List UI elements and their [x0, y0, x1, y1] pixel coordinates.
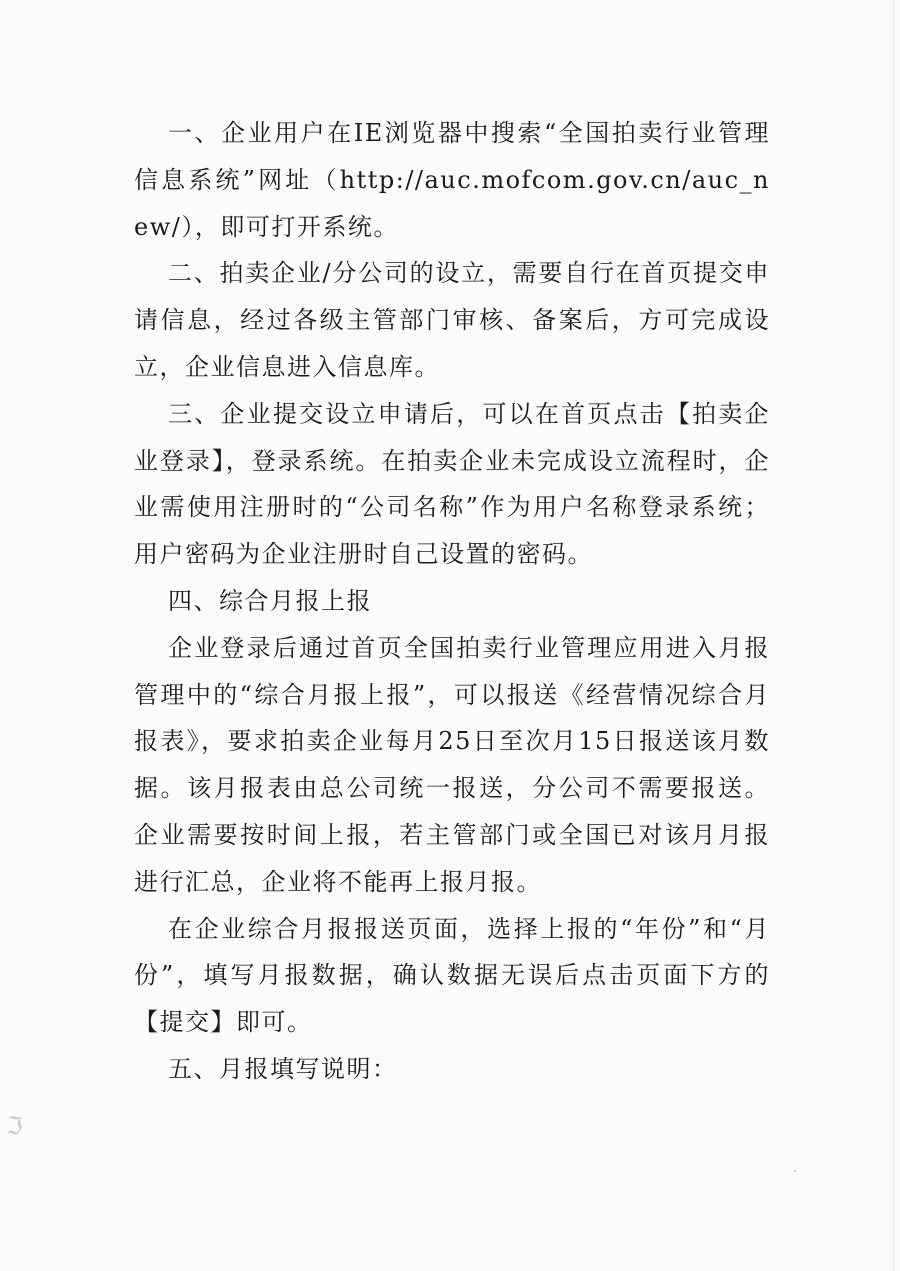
section-heading-monthly-report: 四、综合月报上报 [168, 586, 372, 615]
paragraph-1-ie-browser: 一、企业用户在IE浏览器中搜索“全国拍卖行业管理信息系统”网址（http://auc.mofcom.gov.cn/auc_new/），即可打开系统。 [134, 119, 770, 241]
scan-mark: ℑ [6, 1112, 23, 1140]
paragraph-2-enterprise-setup: 二、拍卖企业/分公司的设立，需要自行在首页提交申请信息，经过各级主管部门审核、备案后，方可完成设立，企业信息进入信息库。 [134, 259, 770, 381]
document-body [134, 110, 770, 1093]
page-edge [893, 0, 894, 1271]
paragraph-monthly-report-submission: 企业登录后通过首页全国拍卖行业管理应用进入月报管理中的“综合月报上报”，可以报送《经营情况综合月报表》，要求拍卖企业每月25日至次月15日报送该月数据。该月报表由总公司统一报送，分公司不需要报送。企业需要按时间上报，若主管部门或全国已对该月月报进行汇总，企业将不能再上报月报。 [134, 633, 770, 896]
section-heading-report-instructions: 五、月报填写说明： [168, 1054, 398, 1083]
scan-speck [794, 1170, 796, 1172]
paragraph-3-enterprise-login: 三、企业提交设立申请后，可以在首页点击【拍卖企业登录】，登录系统。在拍卖企业未完成设立流程时，企业需使用注册时的“公司名称”作为用户名称登录系统；用户密码为企业注册时自己设置的密码。 [134, 399, 770, 569]
paragraph-report-page-steps: 在企业综合月报报送页面，选择上报的“年份”和“月份”，填写月报数据，确认数据无误后点击页面下方的【提交】即可。 [134, 914, 770, 1037]
